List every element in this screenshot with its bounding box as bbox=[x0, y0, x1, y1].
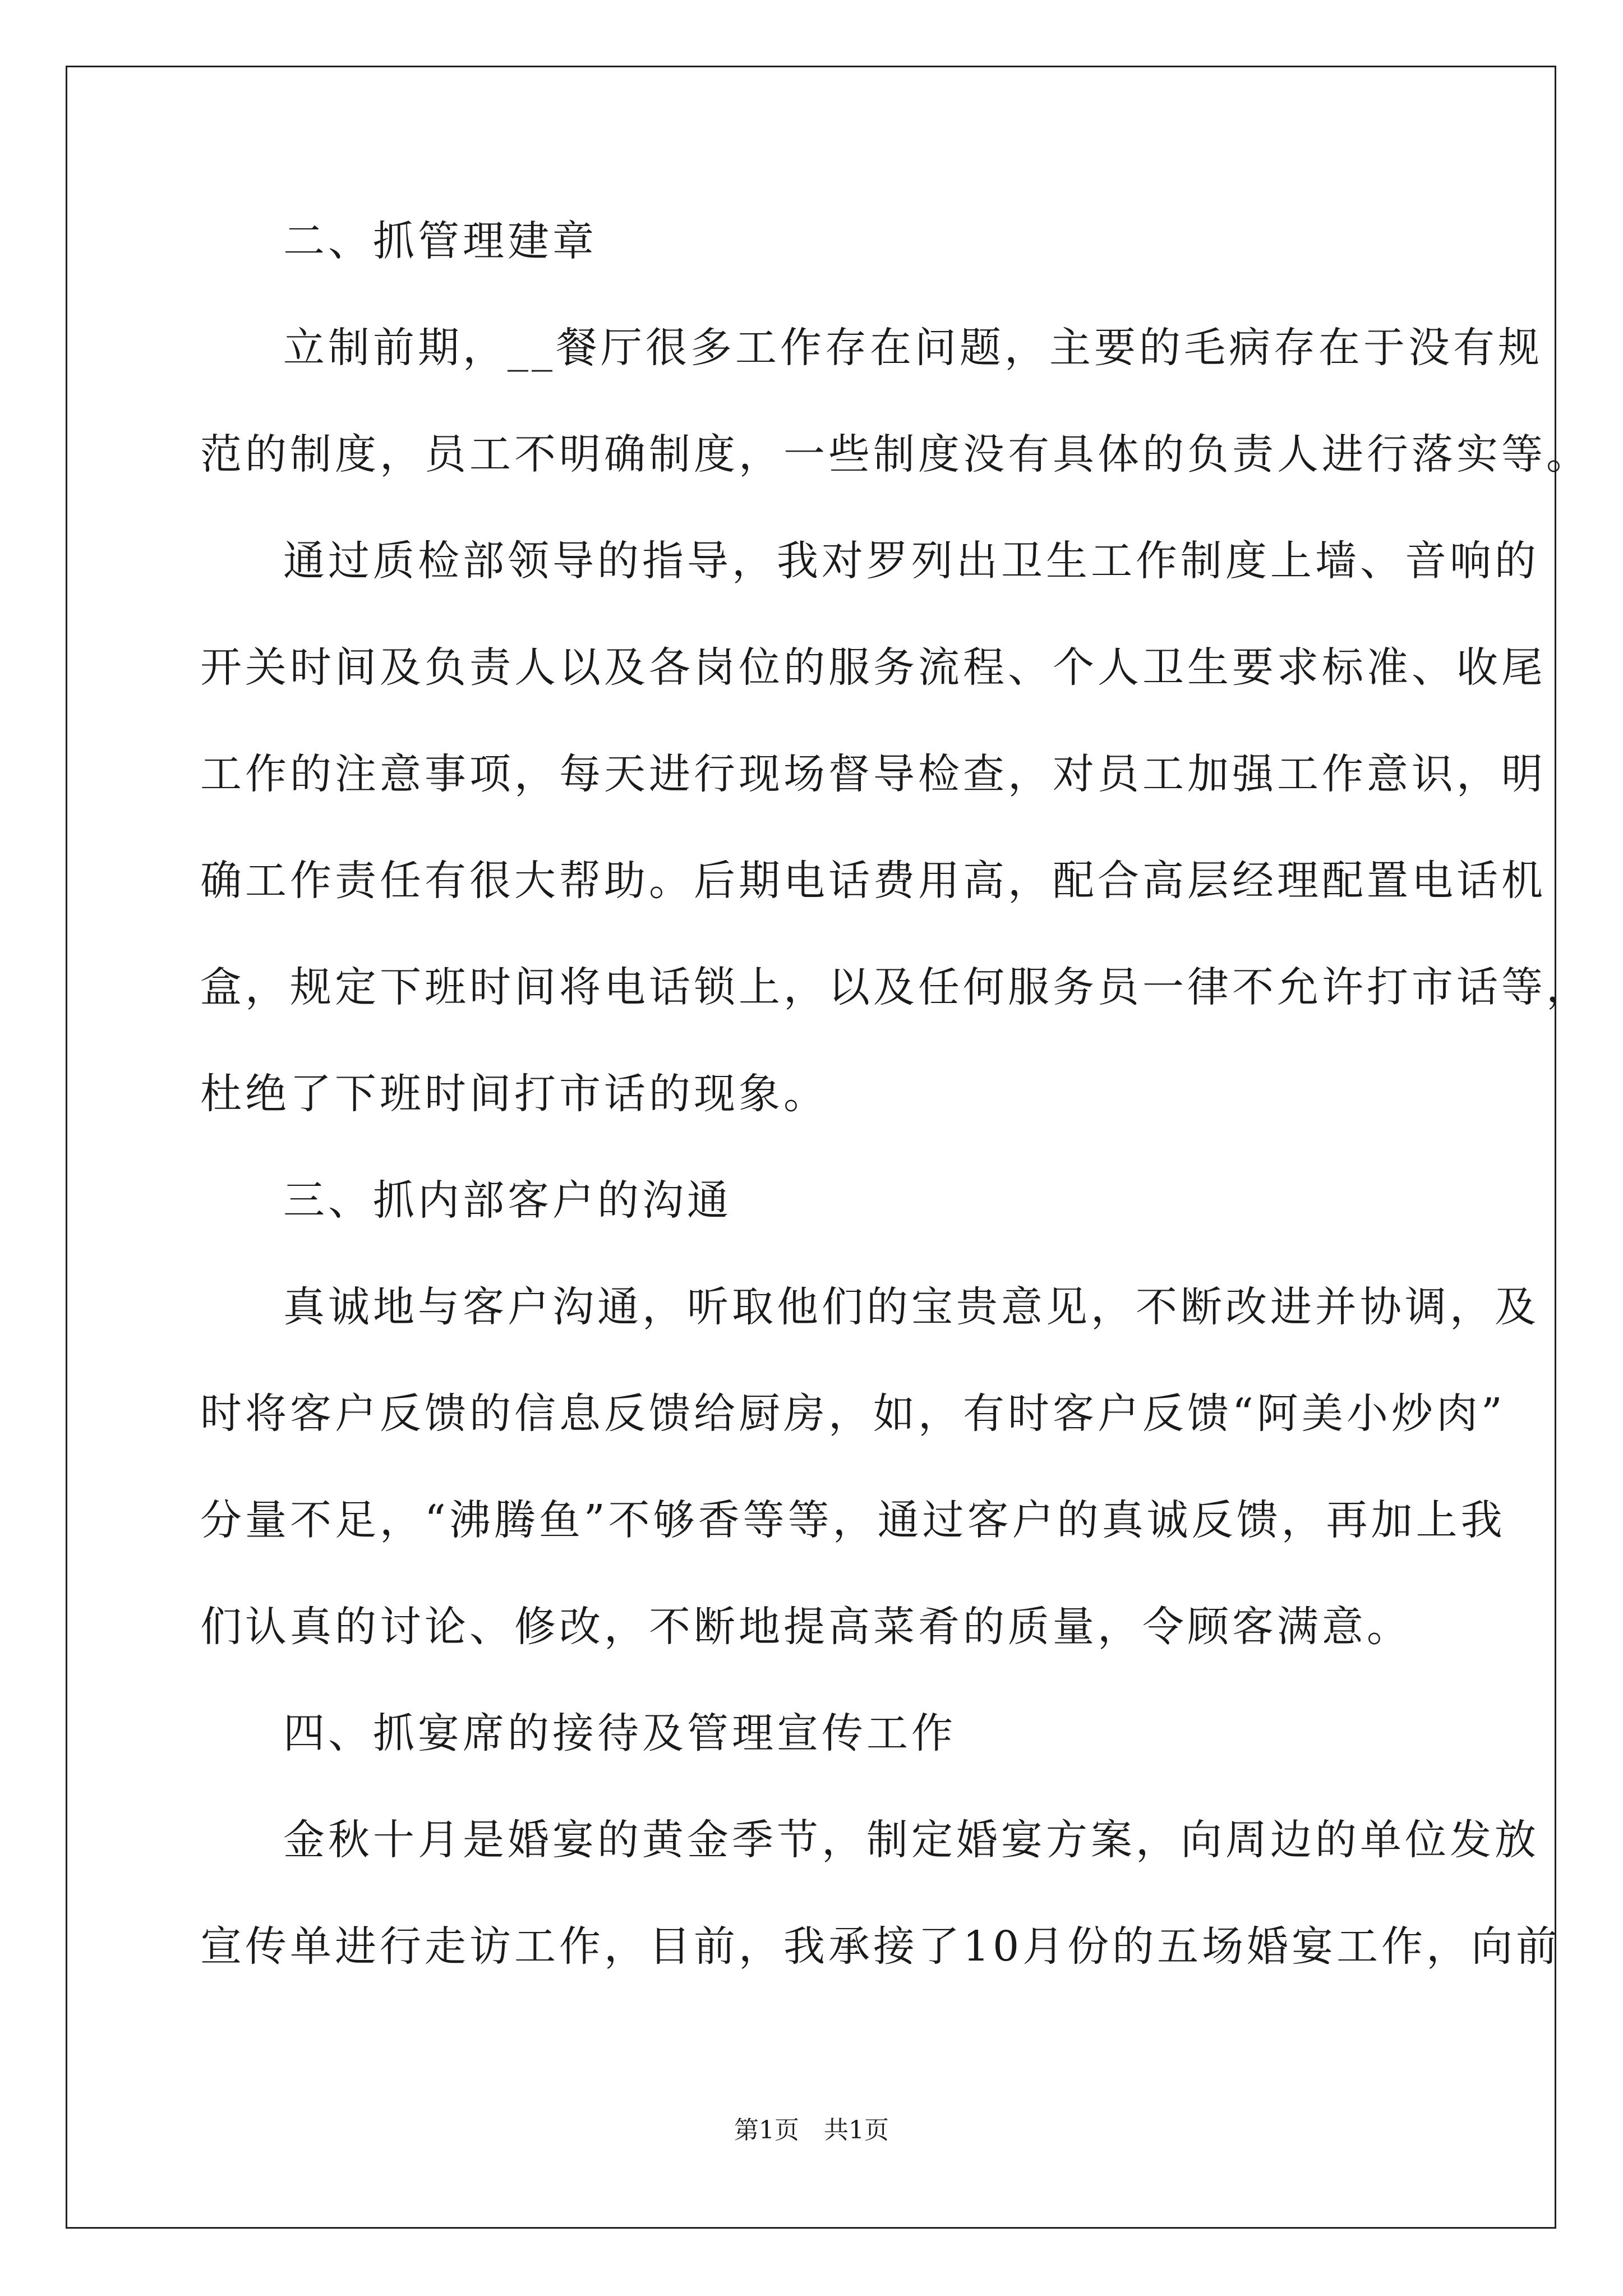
paragraph-line: 立制前期，__餐厅很多工作存在问题，主要的毛病存在于没有规 bbox=[283, 324, 1543, 372]
section-heading-2: 二、抓管理建章 bbox=[283, 217, 597, 265]
paragraph-line: 真诚地与客户沟通，听取他们的宝贵意见，不断改进并协调，及 bbox=[283, 1283, 1539, 1331]
paragraph-line: 宣传单进行走访工作，目前，我承接了10月份的五场婚宴工作，向前 bbox=[200, 1922, 1561, 1971]
section-heading-4: 四、抓宴席的接待及管理宣传工作 bbox=[283, 1709, 956, 1757]
paragraph-line: 们认真的讨论、修改，不断地提高菜肴的质量，令顾客满意。 bbox=[200, 1603, 1412, 1651]
page-number: 第1页 共1页 bbox=[734, 2116, 889, 2145]
paragraph-line: 确工作责任有很大帮助。后期电话费用高，配合高层经理配置电话机 bbox=[200, 857, 1546, 905]
page-border bbox=[66, 66, 1591, 2229]
section-heading-3: 三、抓内部客户的沟通 bbox=[283, 1176, 732, 1225]
paragraph-line: 杜绝了下班时间打市话的现象。 bbox=[200, 1070, 828, 1118]
paragraph-line: 分量不足，“沸腾鱼”不够香等等，通过客户的真诚反馈，再加上我 bbox=[200, 1496, 1506, 1544]
paragraph-line: 盒，规定下班时间将电话锁上，以及任何服务员一律不允许打市话等， bbox=[200, 963, 1591, 1011]
paragraph-line: 工作的注意事项，每天进行现场督导检查，对员工加强工作意识，明 bbox=[200, 750, 1546, 798]
paragraph-line: 时将客户反馈的信息反馈给厨房，如，有时客户反馈“阿美小炒肉” bbox=[200, 1389, 1506, 1438]
paragraph-line: 开关时间及负责人以及各岗位的服务流程、个人卫生要求标准、收尾 bbox=[200, 643, 1546, 692]
paragraph-line: 通过质检部领导的指导，我对罗列出卫生工作制度上墙、音响的 bbox=[283, 537, 1539, 585]
paragraph-line: 范的制度，员工不明确制度，一些制度没有具体的负责人进行落实等。 bbox=[200, 430, 1591, 478]
paragraph-line: 金秋十月是婚宴的黄金季节，制定婚宴方案，向周边的单位发放 bbox=[283, 1816, 1539, 1864]
